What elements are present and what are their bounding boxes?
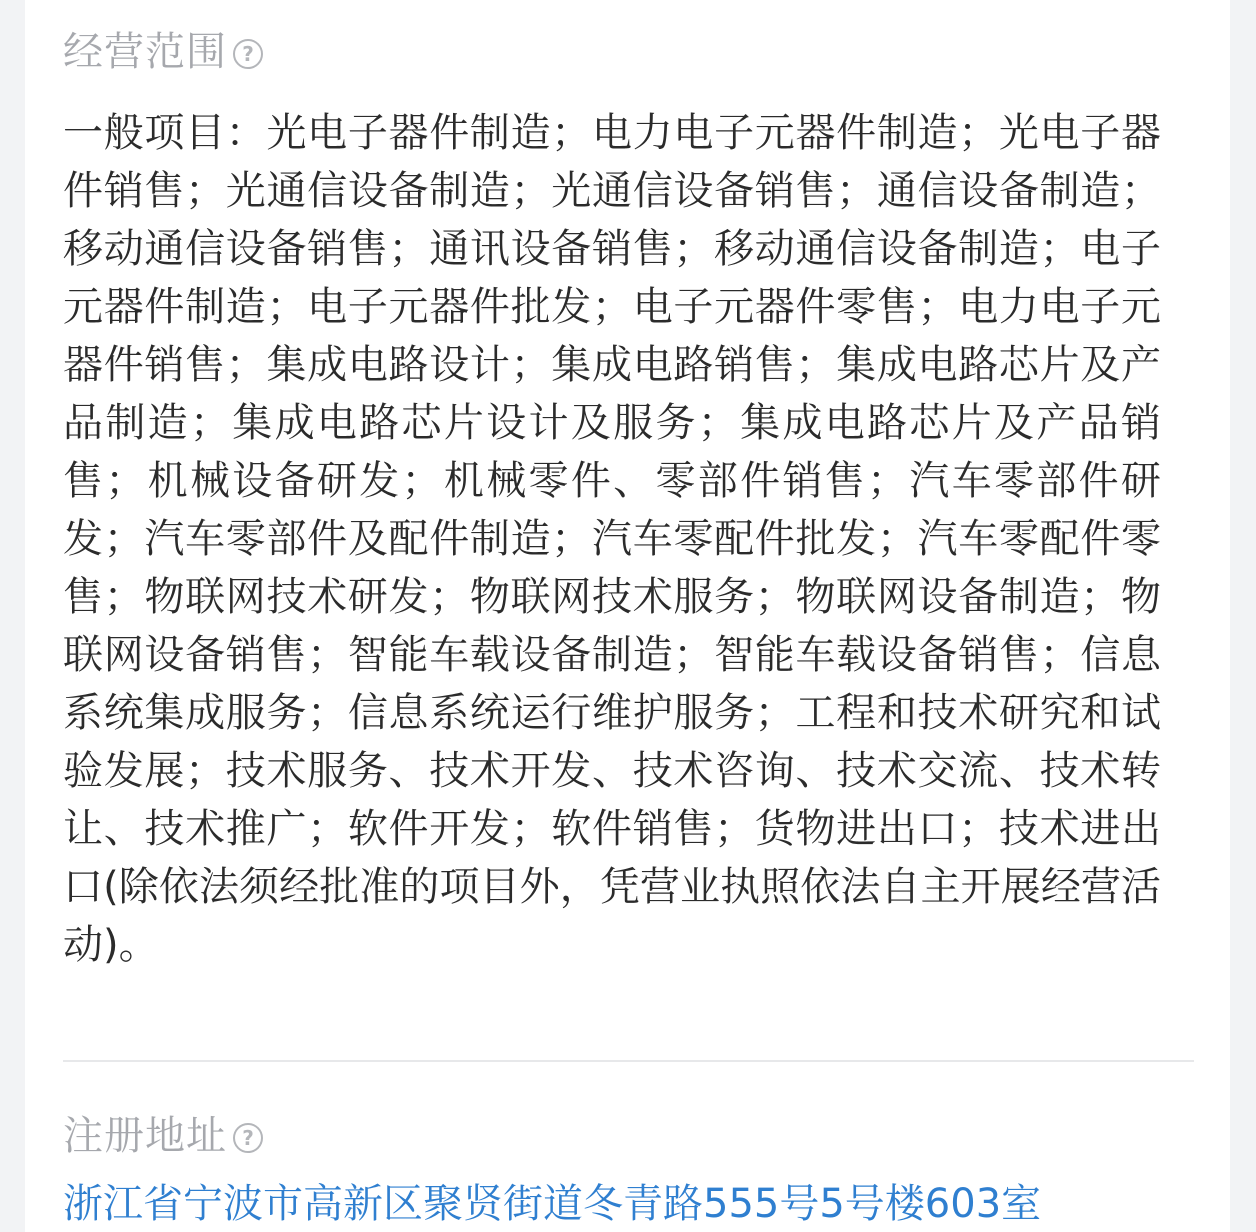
registered-address-label: 注册地址 <box>63 1113 227 1159</box>
registered-address-section <box>63 1108 1192 1232</box>
question-circle-icon[interactable]: ? <box>233 1123 263 1153</box>
question-circle-icon[interactable]: ? <box>233 39 263 69</box>
registered-address-label-row <box>63 1108 1192 1164</box>
section-divider <box>63 1060 1194 1062</box>
business-scope-label: 经营范围 <box>63 29 227 75</box>
company-info-card <box>25 0 1230 1232</box>
business-scope-section <box>63 24 1192 1032</box>
registered-address-link[interactable]: 浙江省宁波市高新区聚贤街道冬青路555号5号楼603室 <box>63 1181 1042 1227</box>
business-scope-label-row <box>63 24 1192 80</box>
business-scope-value: 一般项目：光电子器件制造；电力电子元器件制造；光电子器件销售；光通信设备制造；光通信设备销售；通信设备制造；移动通信设备销售；通讯设备销售；移动通信设备制造；电子元器件制造；电子元器件批发；电子元器件零售；电力电子元器件销售；集成电路设计；集成电路销售；集成电路芯片及产品制造；集成电路芯片设计及服务；集成电路芯片及产品销售；机械设备研发；机械零件、零部件销售；汽车零部件研发；汽车零部件及配件制造；汽车零配件批发；汽车零配件零售；物联网技术研发；物联网技术服务；物联网设备制造；物联网设备销售；智能车载设备制造；智能车载设备销售；信息系统集成服务；信息系统运行维护服务；工程和技术研究和试验发展；技术服务、技术开发、技术咨询、技术交流、技术转让、技术推广；软件开发；软件销售；货物进出口；技术进出口(除依法须经批准的项目外，凭营业执照依法自主开展经营活动)。 <box>63 110 1161 968</box>
